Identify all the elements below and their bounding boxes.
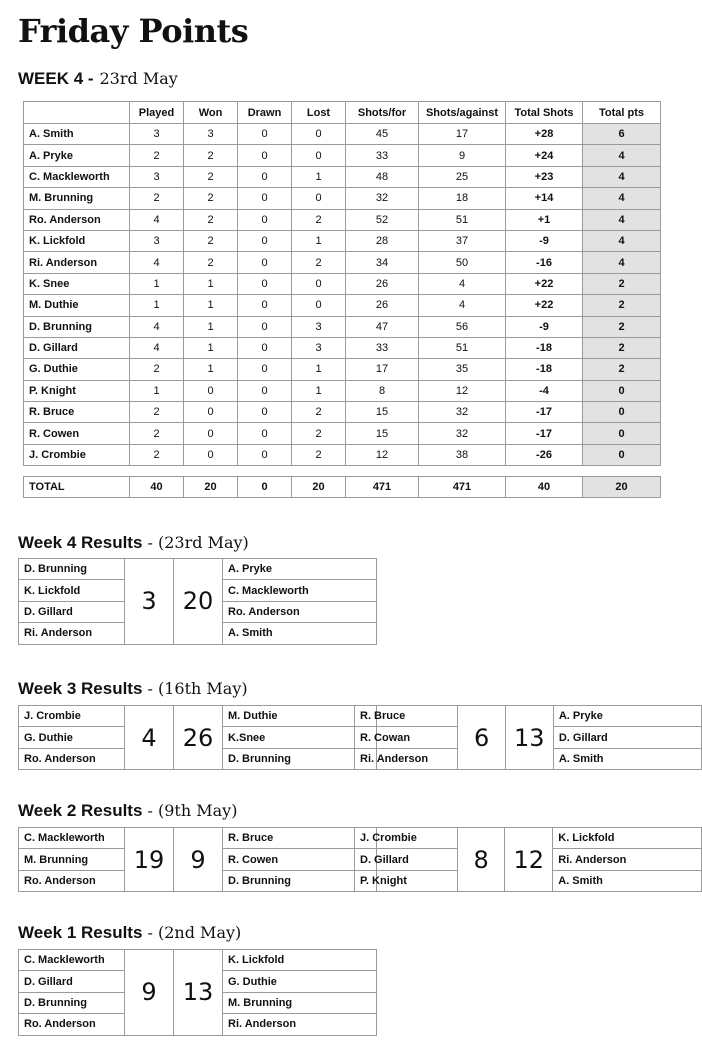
stat-cell: 1	[184, 316, 238, 337]
stat-cell: 0	[238, 444, 292, 465]
table-row	[24, 188, 661, 209]
stat-cell: 2	[184, 145, 238, 166]
stat-cell: 3	[292, 316, 346, 337]
results-heading-bold: Week 2 Results	[18, 801, 143, 820]
team-a-score: 3	[125, 559, 174, 645]
player-name: A. Smith	[24, 124, 130, 145]
stat-cell: 3	[184, 124, 238, 145]
team-a-player: R. Bruce	[355, 706, 458, 727]
stat-cell: -9	[506, 316, 583, 337]
team-b-player: K.Snee	[223, 727, 377, 748]
stat-cell: 2	[184, 166, 238, 187]
team-a-player: D. Brunning	[19, 992, 125, 1013]
stat-cell: 4	[419, 273, 506, 294]
table-row	[24, 316, 661, 337]
team-a-player: J. Crombie	[355, 828, 458, 849]
column-header: Won	[184, 102, 238, 124]
table-row	[24, 423, 661, 444]
stat-cell: 1	[184, 295, 238, 316]
week-heading-bold: WEEK 4 -	[18, 69, 94, 88]
team-a-player: D. Gillard	[19, 971, 125, 992]
stat-cell: 0	[238, 423, 292, 444]
stat-cell: 2	[292, 252, 346, 273]
results-heading-date: - (9th May)	[142, 801, 238, 820]
team-b-score: 9	[174, 828, 223, 892]
team-a-score: 4	[125, 706, 174, 770]
stat-cell: -16	[506, 252, 583, 273]
team-b-player: A. Smith	[553, 748, 701, 769]
team-a-player: P. Knight	[355, 870, 458, 891]
stat-cell: 0	[184, 402, 238, 423]
stat-cell: 2	[130, 402, 184, 423]
stat-cell: +1	[506, 209, 583, 230]
stat-cell: 0	[238, 380, 292, 401]
stat-cell: 0	[583, 380, 661, 401]
match-row	[355, 706, 702, 727]
team-a-player: C. Mackleworth	[19, 828, 125, 849]
player-name: D. Gillard	[24, 337, 130, 358]
stat-cell: 17	[346, 359, 419, 380]
match-result	[18, 705, 377, 770]
team-b-player: K. Lickfold	[553, 828, 702, 849]
stat-cell: 35	[419, 359, 506, 380]
team-a-player: J. Crombie	[19, 706, 125, 727]
totals-row	[24, 477, 661, 498]
stat-cell: 0	[292, 124, 346, 145]
stat-cell: 17	[419, 124, 506, 145]
player-name: R. Bruce	[24, 402, 130, 423]
team-a-score: 9	[125, 950, 174, 1036]
stat-cell: 12	[346, 444, 419, 465]
stat-cell: 3	[292, 337, 346, 358]
stat-cell: 37	[419, 230, 506, 251]
stat-cell: -26	[506, 444, 583, 465]
stat-cell: 25	[419, 166, 506, 187]
stat-cell: -4	[506, 380, 583, 401]
column-header: Shots/against	[419, 102, 506, 124]
team-a-player: M. Brunning	[19, 849, 125, 870]
stat-cell: 15	[346, 423, 419, 444]
totals-cell: 20	[583, 477, 661, 498]
stat-cell: +22	[506, 295, 583, 316]
stat-cell: 6	[583, 124, 661, 145]
stat-cell: 0	[184, 380, 238, 401]
stat-cell: 2	[292, 209, 346, 230]
results-heading-bold: Week 1 Results	[18, 923, 143, 942]
match-result	[18, 558, 377, 645]
stat-cell: 1	[292, 359, 346, 380]
stat-cell: 1	[130, 273, 184, 294]
team-a-player: G. Duthie	[19, 727, 125, 748]
stat-cell: 47	[346, 316, 419, 337]
stat-cell: 0	[583, 444, 661, 465]
stat-cell: 4	[583, 188, 661, 209]
stat-cell: 4	[583, 230, 661, 251]
results-heading-date: - (23rd May)	[142, 533, 249, 552]
week-heading-date: 23rd May	[99, 69, 178, 88]
stat-cell: 0	[238, 209, 292, 230]
table-row	[24, 402, 661, 423]
match-row	[19, 559, 377, 580]
stat-cell: -17	[506, 423, 583, 444]
column-header	[24, 102, 130, 124]
stat-cell: 12	[419, 380, 506, 401]
table-row	[24, 359, 661, 380]
column-header: Played	[130, 102, 184, 124]
results-heading-bold: Week 3 Results	[18, 679, 143, 698]
team-a-score: 19	[125, 828, 174, 892]
table-row	[24, 295, 661, 316]
totals-cell: 0	[238, 477, 292, 498]
team-b-player: M. Duthie	[223, 706, 377, 727]
team-a-player: R. Cowan	[355, 727, 458, 748]
player-name: A. Pryke	[24, 145, 130, 166]
stat-cell: 34	[346, 252, 419, 273]
stat-cell: 9	[419, 145, 506, 166]
totals-table	[23, 476, 661, 498]
team-a-player: C. Mackleworth	[19, 950, 125, 971]
player-name: M. Brunning	[24, 188, 130, 209]
stat-cell: 51	[419, 337, 506, 358]
team-a-player: D. Brunning	[19, 559, 125, 580]
stat-cell: 26	[346, 295, 419, 316]
stat-cell: 2	[130, 188, 184, 209]
stat-cell: 4	[583, 166, 661, 187]
stat-cell: 2	[184, 230, 238, 251]
stat-cell: -18	[506, 337, 583, 358]
totals-label: TOTAL	[24, 477, 130, 498]
match-row	[19, 706, 377, 727]
match-result	[18, 827, 377, 892]
team-b-score: 13	[505, 706, 553, 770]
team-a-player: Ri. Anderson	[19, 623, 125, 644]
stat-cell: 4	[419, 295, 506, 316]
stat-cell: 2	[184, 209, 238, 230]
stat-cell: 33	[346, 145, 419, 166]
stat-cell: 0	[292, 295, 346, 316]
stat-cell: 0	[238, 316, 292, 337]
stat-cell: 0	[292, 188, 346, 209]
team-b-player: A. Pryke	[553, 706, 701, 727]
stat-cell: +28	[506, 124, 583, 145]
team-b-score: 26	[174, 706, 223, 770]
player-name: Ri. Anderson	[24, 252, 130, 273]
team-b-score: 12	[505, 828, 553, 892]
team-b-score: 20	[174, 559, 223, 645]
totals-cell: 471	[346, 477, 419, 498]
team-b-player: M. Brunning	[223, 992, 377, 1013]
team-b-player: D. Brunning	[223, 748, 377, 769]
table-row	[24, 337, 661, 358]
match-row	[19, 950, 377, 971]
stat-cell: 3	[130, 166, 184, 187]
stat-cell: 0	[238, 402, 292, 423]
team-a-score: 8	[457, 828, 504, 892]
results-heading-date: - (2nd May)	[142, 923, 242, 942]
stat-cell: 56	[419, 316, 506, 337]
stat-cell: 3	[130, 230, 184, 251]
team-a-player: D. Gillard	[19, 601, 125, 622]
player-name: M. Duthie	[24, 295, 130, 316]
stat-cell: 32	[419, 423, 506, 444]
stat-cell: 51	[419, 209, 506, 230]
table-row	[24, 166, 661, 187]
stat-cell: 1	[292, 230, 346, 251]
stat-cell: 0	[292, 273, 346, 294]
stat-cell: 1	[292, 380, 346, 401]
team-b-player: D. Gillard	[553, 727, 701, 748]
standings-header-row	[24, 102, 661, 124]
team-b-score: 13	[174, 950, 223, 1036]
player-name: G. Duthie	[24, 359, 130, 380]
stat-cell: 2	[583, 273, 661, 294]
totals-cell: 40	[506, 477, 583, 498]
stat-cell: 0	[238, 252, 292, 273]
stat-cell: 1	[130, 380, 184, 401]
stat-cell: 4	[130, 209, 184, 230]
stat-cell: 0	[184, 444, 238, 465]
team-a-player: Ro. Anderson	[19, 870, 125, 891]
stat-cell: 1	[184, 273, 238, 294]
stat-cell: 0	[238, 188, 292, 209]
stat-cell: 28	[346, 230, 419, 251]
stat-cell: 4	[583, 252, 661, 273]
player-name: K. Lickfold	[24, 230, 130, 251]
table-row	[24, 444, 661, 465]
player-name: R. Cowen	[24, 423, 130, 444]
stat-cell: 18	[419, 188, 506, 209]
stat-cell: 48	[346, 166, 419, 187]
stat-cell: 1	[130, 295, 184, 316]
stat-cell: 4	[130, 337, 184, 358]
stat-cell: 38	[419, 444, 506, 465]
stat-cell: 0	[184, 423, 238, 444]
player-name: P. Knight	[24, 380, 130, 401]
match-result	[354, 827, 702, 892]
match-row	[19, 828, 377, 849]
stat-cell: 1	[184, 359, 238, 380]
team-a-player: K. Lickfold	[19, 580, 125, 601]
stat-cell: 0	[238, 230, 292, 251]
stat-cell: 32	[419, 402, 506, 423]
table-row	[24, 380, 661, 401]
totals-cell: 40	[130, 477, 184, 498]
stat-cell: -17	[506, 402, 583, 423]
stat-cell: 0	[238, 166, 292, 187]
stat-cell: 0	[238, 337, 292, 358]
table-row	[24, 145, 661, 166]
stat-cell: 52	[346, 209, 419, 230]
team-b-player: Ro. Anderson	[223, 601, 377, 622]
team-b-player: A. Smith	[553, 870, 702, 891]
table-row	[24, 209, 661, 230]
stat-cell: 2	[292, 402, 346, 423]
results-heading	[18, 679, 248, 699]
team-a-score: 6	[458, 706, 505, 770]
team-a-player: Ro. Anderson	[19, 1014, 125, 1035]
stat-cell: 0	[238, 145, 292, 166]
stat-cell: 33	[346, 337, 419, 358]
stat-cell: 2	[130, 145, 184, 166]
standings-body	[24, 124, 661, 466]
stat-cell: 15	[346, 402, 419, 423]
stat-cell: 2	[583, 295, 661, 316]
totals-cell: 20	[184, 477, 238, 498]
table-row	[24, 124, 661, 145]
column-header: Shots/for	[346, 102, 419, 124]
results-heading	[18, 533, 249, 553]
stat-cell: 0	[238, 124, 292, 145]
team-b-player: K. Lickfold	[223, 950, 377, 971]
stat-cell: 0	[583, 423, 661, 444]
stat-cell: +14	[506, 188, 583, 209]
stat-cell: 2	[184, 252, 238, 273]
match-result	[354, 705, 702, 770]
stat-cell: 2	[184, 188, 238, 209]
column-header: Drawn	[238, 102, 292, 124]
stat-cell: 0	[238, 295, 292, 316]
column-header: Total Shots	[506, 102, 583, 124]
column-header: Lost	[292, 102, 346, 124]
team-b-player: A. Smith	[223, 623, 377, 644]
stat-cell: 4	[583, 209, 661, 230]
player-name: C. Mackleworth	[24, 166, 130, 187]
stat-cell: 4	[130, 252, 184, 273]
stat-cell: 0	[238, 359, 292, 380]
stat-cell: 2	[583, 337, 661, 358]
team-b-player: Ri. Anderson	[553, 849, 702, 870]
team-b-player: R. Cowen	[223, 849, 377, 870]
team-b-player: A. Pryke	[223, 559, 377, 580]
stat-cell: 45	[346, 124, 419, 145]
table-row	[24, 252, 661, 273]
stat-cell: +22	[506, 273, 583, 294]
stat-cell: +23	[506, 166, 583, 187]
match-result	[18, 949, 377, 1036]
team-b-player: R. Bruce	[223, 828, 377, 849]
player-name: K. Snee	[24, 273, 130, 294]
team-b-player: D. Brunning	[223, 870, 377, 891]
page-title: Friday Points	[18, 12, 249, 50]
stat-cell: 2	[292, 444, 346, 465]
team-a-player: D. Gillard	[355, 849, 458, 870]
table-row	[24, 230, 661, 251]
column-header: Total pts	[583, 102, 661, 124]
stat-cell: -18	[506, 359, 583, 380]
stat-cell: -9	[506, 230, 583, 251]
player-name: Ro. Anderson	[24, 209, 130, 230]
results-heading-bold: Week 4 Results	[18, 533, 143, 552]
stat-cell: 0	[238, 273, 292, 294]
stat-cell: 50	[419, 252, 506, 273]
table-row	[24, 273, 661, 294]
team-a-player: Ro. Anderson	[19, 748, 125, 769]
player-name: D. Brunning	[24, 316, 130, 337]
team-b-player: Ri. Anderson	[223, 1014, 377, 1035]
stat-cell: 2	[130, 423, 184, 444]
stat-cell: 2	[583, 316, 661, 337]
stat-cell: 2	[130, 444, 184, 465]
totals-cell: 20	[292, 477, 346, 498]
stat-cell: 3	[130, 124, 184, 145]
stat-cell: 26	[346, 273, 419, 294]
stat-cell: 32	[346, 188, 419, 209]
week-heading	[18, 69, 178, 89]
stat-cell: 2	[130, 359, 184, 380]
stat-cell: 0	[292, 145, 346, 166]
stat-cell: 8	[346, 380, 419, 401]
stat-cell: +24	[506, 145, 583, 166]
stat-cell: 1	[292, 166, 346, 187]
stat-cell: 2	[583, 359, 661, 380]
stat-cell: 2	[292, 423, 346, 444]
player-name: J. Crombie	[24, 444, 130, 465]
match-row	[355, 828, 702, 849]
stat-cell: 0	[583, 402, 661, 423]
results-heading	[18, 801, 237, 821]
totals-cell: 471	[419, 477, 506, 498]
stat-cell: 4	[130, 316, 184, 337]
results-heading-date: - (16th May)	[142, 679, 248, 698]
standings-table	[23, 101, 661, 466]
team-b-player: C. Mackleworth	[223, 580, 377, 601]
stat-cell: 1	[184, 337, 238, 358]
results-heading	[18, 923, 241, 943]
stat-cell: 4	[583, 145, 661, 166]
team-a-player: Ri. Anderson	[355, 748, 458, 769]
team-b-player: G. Duthie	[223, 971, 377, 992]
